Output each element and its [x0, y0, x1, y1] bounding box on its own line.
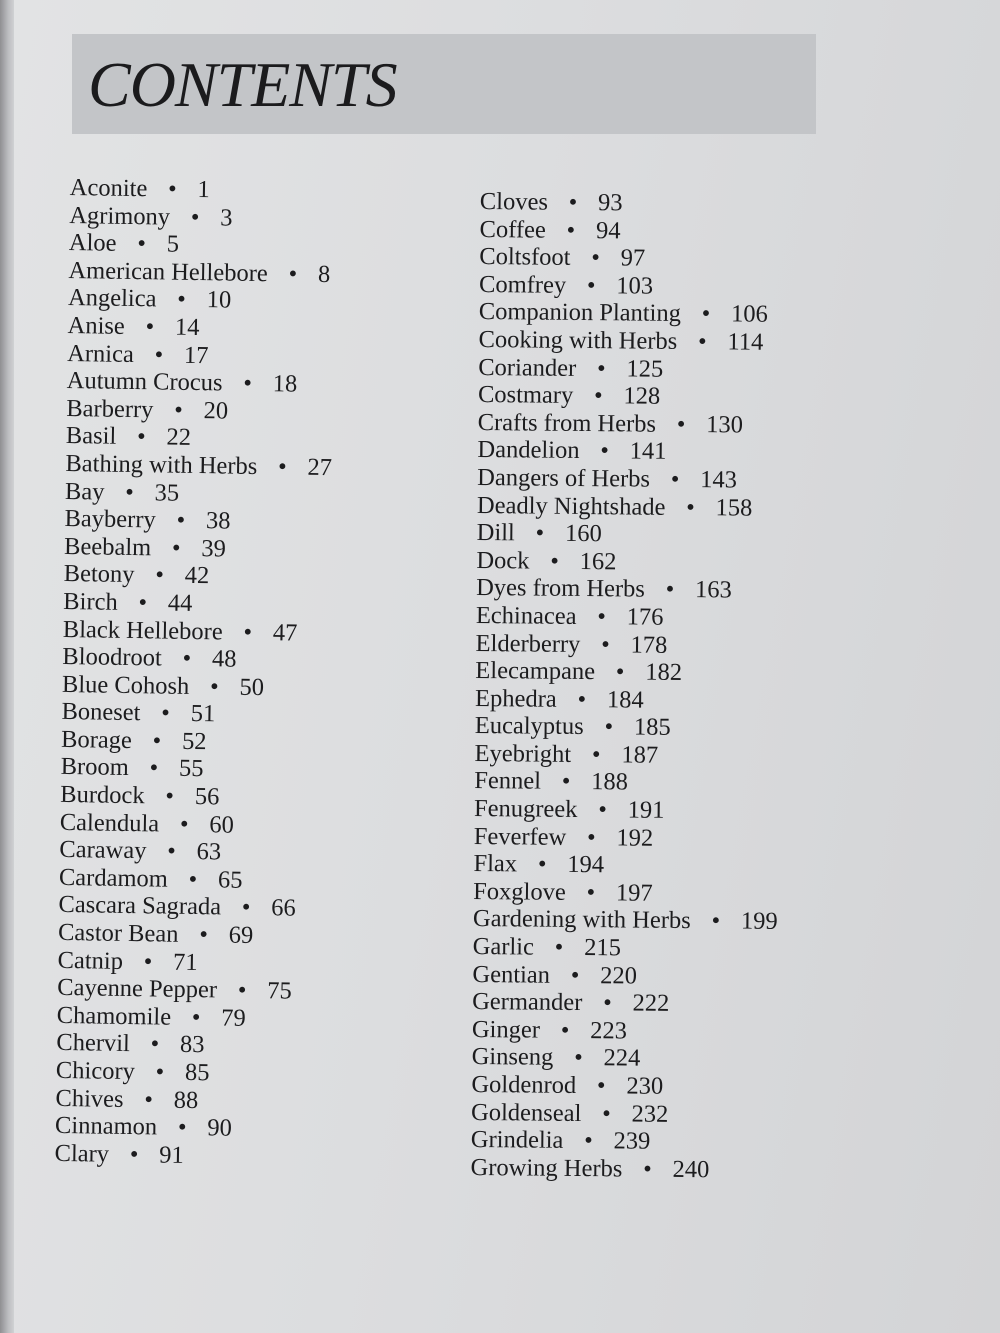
entry-page-number: 39	[201, 534, 227, 563]
contents-entry	[472, 988, 777, 1019]
bullet-separator: •	[561, 768, 571, 796]
bullet-separator: •	[241, 894, 251, 922]
entry-page-number: 27	[307, 453, 333, 482]
entry-title: Angelica	[67, 284, 157, 313]
entry-page-number: 60	[209, 810, 235, 839]
bullet-separator: •	[570, 961, 580, 989]
entry-page-number: 88	[173, 1086, 199, 1114]
contents-entry	[473, 905, 778, 936]
entry-page-number: 130	[706, 410, 744, 439]
bullet-separator: •	[574, 1044, 583, 1072]
book-gutter	[0, 0, 14, 1333]
bullet-separator: •	[596, 1072, 606, 1100]
entry-title: Dock	[476, 546, 530, 575]
entry-title: Autumn Crocus	[66, 367, 223, 397]
entry-title: Betony	[63, 560, 135, 589]
bullet-separator: •	[237, 976, 247, 1005]
entry-title: Blue Cohosh	[61, 670, 190, 700]
contents-entry	[59, 836, 326, 868]
bullet-separator: •	[144, 1085, 154, 1114]
entry-page-number: 20	[203, 396, 229, 425]
entry-title: Aconite	[69, 174, 148, 203]
contents-entry	[59, 864, 326, 896]
entry-title: Foxglove	[473, 877, 566, 906]
contents-entry	[477, 519, 782, 550]
entry-title: Eyebright	[474, 739, 572, 768]
contents-entry	[67, 367, 334, 399]
entry-page-number: 85	[184, 1058, 210, 1087]
contents-entry	[61, 726, 328, 758]
bullet-separator: •	[152, 727, 162, 755]
bullet-separator: •	[125, 478, 135, 506]
bullet-separator: •	[596, 354, 606, 382]
entry-title: Gentian	[472, 960, 551, 989]
entry-page-number: 114	[727, 328, 764, 356]
contents-entry	[62, 643, 329, 675]
entry-title: Coffee	[479, 215, 546, 244]
bullet-separator: •	[161, 699, 171, 727]
contents-column-left	[54, 174, 336, 1171]
entry-title: Cascara Sagrada	[58, 891, 222, 921]
entry-title: Bathing with Herbs	[65, 449, 258, 480]
contents-entry	[471, 1071, 776, 1102]
contents-entry	[473, 878, 778, 909]
bullet-separator: •	[176, 506, 186, 534]
bullet-separator: •	[137, 230, 147, 258]
entry-page-number: 51	[190, 700, 216, 728]
bullet-separator: •	[138, 589, 148, 617]
entry-title: Flax	[473, 850, 518, 878]
entry-page-number: 14	[174, 313, 200, 342]
entry-title: Eucalyptus	[474, 712, 584, 741]
entry-page-number: 232	[631, 1100, 669, 1128]
entry-title: Goldenseal	[470, 1098, 582, 1127]
bullet-separator: •	[177, 1114, 187, 1142]
entry-page-number: 71	[172, 948, 198, 976]
entry-page-number: 66	[271, 894, 296, 923]
entry-page-number: 79	[221, 1004, 247, 1032]
contents-entry	[62, 671, 329, 703]
bullet-separator: •	[199, 921, 209, 949]
bullet-separator: •	[598, 796, 607, 824]
entry-page-number: 141	[629, 437, 667, 466]
contents-entry	[479, 216, 784, 247]
entry-page-number: 103	[616, 272, 654, 300]
contents-entry	[470, 1154, 775, 1185]
entry-page-number: 93	[598, 189, 623, 217]
contents-entry	[63, 588, 330, 620]
entry-page-number: 162	[579, 547, 617, 576]
contents-entry	[63, 615, 330, 647]
bullet-separator: •	[171, 534, 181, 562]
bullet-separator: •	[535, 519, 545, 547]
entry-page-number: 38	[205, 507, 231, 535]
entry-page-number: 191	[627, 796, 665, 824]
entry-title: Black Hellebore	[62, 615, 223, 645]
entry-page-number: 188	[591, 768, 629, 796]
contents-entry	[69, 229, 336, 261]
entry-title: Companion Planting	[478, 298, 682, 328]
bullet-separator: •	[136, 423, 146, 451]
entry-page-number: 178	[630, 630, 668, 659]
bullet-separator: •	[209, 672, 219, 701]
entry-title: Cinnamon	[54, 1112, 158, 1141]
entry-page-number: 199	[740, 907, 778, 936]
entry-page-number: 222	[632, 989, 670, 1018]
contents-entry	[65, 477, 332, 509]
contents-entry	[475, 629, 780, 660]
bullet-separator: •	[665, 576, 675, 604]
entry-page-number: 52	[181, 727, 207, 756]
entry-page-number: 184	[606, 685, 644, 714]
entry-title: Bayberry	[64, 505, 156, 534]
contents-entry	[70, 174, 337, 206]
bullet-separator: •	[155, 1058, 165, 1086]
contents-entry	[476, 547, 781, 578]
bullet-separator: •	[177, 286, 187, 314]
contents-entry	[478, 381, 783, 412]
bullet-separator: •	[711, 907, 721, 935]
entry-title: Growing Herbs	[470, 1153, 623, 1183]
bullet-separator: •	[550, 547, 560, 575]
entry-title: Fenugreek	[473, 795, 578, 824]
contents-entry	[56, 1057, 323, 1089]
entry-page-number: 192	[616, 823, 654, 852]
entry-title: Comfrey	[478, 270, 567, 299]
entry-page-number: 56	[194, 783, 220, 811]
entry-page-number: 50	[239, 673, 265, 701]
contents-entry	[57, 947, 324, 979]
entry-page-number: 55	[178, 755, 204, 783]
entry-page-number: 182	[645, 658, 683, 687]
entry-title: Dill	[476, 519, 515, 547]
entry-page-number: 143	[700, 466, 738, 494]
contents-entry	[477, 436, 782, 467]
entry-title: Cooking with Herbs	[478, 325, 678, 355]
entry-page-number: 239	[613, 1127, 651, 1155]
entry-title: Echinacea	[475, 601, 577, 630]
contents-entry	[69, 202, 336, 234]
page-title: CONTENTS	[88, 49, 397, 120]
bullet-separator: •	[676, 410, 686, 438]
entry-title: Basil	[65, 422, 117, 451]
bullet-separator: •	[601, 630, 610, 658]
bullet-separator: •	[288, 260, 298, 288]
contents-entry	[68, 284, 335, 316]
entry-title: Agrimony	[69, 201, 171, 231]
bullet-separator: •	[591, 244, 601, 272]
entry-title: Germander	[472, 988, 583, 1017]
contents-entry	[473, 850, 778, 881]
bullet-separator: •	[593, 382, 603, 410]
entry-page-number: 69	[228, 921, 254, 950]
bullet-separator: •	[670, 465, 680, 493]
entry-title: Borage	[60, 725, 133, 754]
entry-title: Costmary	[477, 381, 574, 410]
entry-title: Grindelia	[470, 1126, 564, 1155]
contents-entry	[475, 685, 780, 716]
entry-page-number: 5	[166, 230, 180, 258]
entry-title: Feverfew	[473, 822, 567, 851]
contents-entry	[60, 809, 327, 841]
bullet-separator: •	[143, 947, 153, 976]
contents-entry	[56, 1029, 323, 1061]
bullet-separator: •	[586, 271, 596, 299]
bullet-separator: •	[165, 782, 175, 810]
entry-title: Bay	[64, 477, 105, 506]
bullet-separator: •	[150, 1030, 160, 1058]
contents-entry	[60, 753, 327, 785]
entry-page-number: 240	[672, 1155, 710, 1184]
entry-page-number: 230	[626, 1072, 664, 1100]
contents-entry	[57, 974, 324, 1006]
bullet-separator: •	[277, 453, 287, 481]
entry-title: Deadly Nightshade	[476, 491, 666, 521]
bullet-separator: •	[602, 1099, 611, 1127]
contents-entry	[478, 354, 783, 385]
contents-entry	[471, 1099, 776, 1130]
entry-title: Chives	[55, 1084, 124, 1113]
bullet-separator: •	[129, 1140, 139, 1168]
entry-page-number: 63	[196, 838, 222, 866]
entry-page-number: 83	[179, 1031, 205, 1059]
entry-page-number: 75	[267, 977, 292, 1005]
entry-page-number: 163	[694, 576, 732, 604]
contents-entry	[476, 574, 781, 605]
entry-page-number: 18	[272, 370, 298, 398]
bullet-separator: •	[577, 685, 587, 713]
contents-entry	[475, 657, 780, 688]
bullet-separator: •	[591, 740, 601, 769]
entry-page-number: 223	[590, 1016, 628, 1045]
bullet-separator: •	[537, 850, 547, 878]
entry-title: Burdock	[60, 780, 145, 810]
entry-page-number: 160	[564, 519, 602, 548]
contents-entry	[476, 602, 781, 633]
contents-entry	[58, 919, 325, 951]
entry-title: Chervil	[56, 1029, 131, 1058]
contents-entry	[474, 740, 779, 771]
entry-title: Chamomile	[56, 1001, 172, 1031]
entry-page-number: 3	[220, 203, 233, 232]
contents-entry	[472, 1043, 777, 1074]
entry-page-number: 48	[211, 645, 237, 673]
entry-title: Chicory	[55, 1056, 136, 1086]
contents-entry	[66, 422, 333, 454]
bullet-separator: •	[584, 1127, 593, 1155]
entry-title: Castor Bean	[57, 918, 179, 948]
entry-page-number: 94	[595, 216, 621, 244]
bullet-separator: •	[243, 618, 253, 646]
entry-page-number: 65	[217, 866, 243, 894]
entry-page-number: 158	[715, 493, 753, 522]
entry-title: Aloe	[68, 229, 117, 257]
entry-page-number: 224	[603, 1044, 641, 1072]
bullet-separator: •	[182, 644, 192, 673]
entry-page-number: 185	[633, 713, 671, 742]
bullet-separator: •	[179, 810, 189, 838]
entry-title: Birch	[63, 587, 118, 616]
contents-entry	[475, 712, 780, 743]
contents-entry	[60, 781, 327, 813]
contents-entry	[474, 767, 779, 798]
contents-entry	[58, 891, 325, 923]
bullet-separator: •	[686, 493, 695, 521]
entry-page-number: 35	[154, 478, 180, 507]
contents-entry	[473, 933, 778, 964]
entry-page-number: 42	[184, 562, 210, 590]
bullet-separator: •	[643, 1155, 652, 1183]
contents-entry	[472, 961, 777, 992]
contents-entry	[67, 340, 334, 372]
entry-page-number: 176	[626, 603, 664, 631]
entry-page-number: 44	[167, 589, 193, 617]
bullet-separator: •	[586, 823, 596, 851]
contents-entry	[68, 257, 335, 289]
entry-title: Coltsfoot	[479, 243, 571, 272]
contents-entry	[474, 795, 779, 826]
bullet-separator: •	[149, 754, 159, 782]
entry-page-number: 106	[730, 300, 769, 329]
bullet-separator: •	[586, 878, 596, 906]
contents-entry	[472, 1016, 777, 1047]
entry-page-number: 8	[317, 260, 331, 288]
entry-title: Elecampane	[475, 657, 596, 686]
contents-entry	[477, 492, 782, 523]
contents-entry	[61, 698, 328, 730]
entry-title: Anise	[67, 311, 125, 340]
entry-title: Ginseng	[471, 1043, 554, 1072]
contents-entry	[480, 188, 785, 219]
entry-title: Elderberry	[475, 629, 581, 658]
bullet-separator: •	[188, 865, 198, 893]
contents-entry	[471, 1126, 776, 1157]
bullet-separator: •	[600, 437, 610, 465]
entry-page-number: 194	[567, 851, 605, 879]
entry-title: American Hellebore	[68, 256, 268, 287]
entry-title: Arnica	[66, 339, 135, 368]
entry-page-number: 17	[183, 341, 209, 369]
contents-entry	[479, 271, 784, 302]
bullet-separator: •	[155, 561, 165, 589]
contents-entry	[55, 1112, 322, 1144]
contents-entry	[64, 533, 331, 565]
entry-title: Crafts from Herbs	[477, 408, 657, 438]
contents-entry	[63, 560, 330, 592]
entry-title: Fennel	[474, 767, 542, 796]
contents-entry	[474, 823, 779, 854]
entry-title: Clary	[54, 1139, 110, 1168]
bullet-separator: •	[190, 203, 200, 231]
bullet-separator: •	[167, 175, 177, 203]
entry-title: Ephedra	[474, 684, 557, 713]
entry-title: Catnip	[57, 946, 124, 975]
entry-title: Dangers of Herbs	[477, 463, 651, 493]
contents-entry	[66, 395, 333, 427]
contents-entry	[478, 409, 783, 440]
entry-title: Dandelion	[477, 436, 580, 465]
entry-page-number: 215	[584, 934, 622, 962]
entry-page-number: 10	[206, 286, 232, 314]
contents-entry	[479, 298, 784, 329]
entry-page-number: 22	[166, 423, 192, 452]
entry-title: Coriander	[478, 353, 577, 382]
entry-title: Cayenne Pepper	[57, 974, 218, 1004]
contents-entry	[479, 243, 784, 274]
entry-title: Cardamom	[58, 863, 169, 893]
bullet-separator: •	[597, 603, 607, 631]
contents-entry	[64, 505, 331, 537]
contents-entry	[54, 1140, 321, 1172]
contents-entry	[477, 464, 782, 495]
entry-title: Goldenrod	[471, 1070, 577, 1099]
entry-title: Cloves	[479, 188, 549, 216]
entry-title: Bloodroot	[62, 643, 162, 672]
entry-title: Beebalm	[63, 532, 152, 562]
bullet-separator: •	[568, 188, 578, 216]
bullet-separator: •	[701, 300, 711, 328]
bullet-separator: •	[173, 396, 183, 424]
bullet-separator: •	[243, 369, 253, 398]
entry-title: Boneset	[61, 698, 141, 727]
bullet-separator: •	[145, 313, 155, 341]
entry-page-number: 220	[600, 961, 638, 990]
entry-page-number: 128	[623, 382, 661, 410]
bullet-separator: •	[154, 340, 164, 369]
bullet-separator: •	[554, 933, 564, 961]
entry-page-number: 125	[626, 354, 664, 383]
entry-page-number: 197	[615, 879, 653, 907]
entry-title: Calendula	[59, 808, 160, 838]
entry-page-number: 1	[197, 176, 210, 204]
bullet-separator: •	[191, 1003, 201, 1031]
entry-title: Gardening with Herbs	[472, 905, 691, 935]
entry-title: Barberry	[66, 394, 154, 424]
bullet-separator: •	[566, 216, 576, 244]
bullet-separator: •	[603, 989, 612, 1017]
contents-entry	[478, 326, 783, 357]
contents-column-right	[470, 188, 784, 1184]
entry-page-number: 47	[272, 618, 298, 647]
contents-entry	[67, 312, 334, 344]
contents-entry	[55, 1084, 322, 1116]
contents-entry	[65, 450, 332, 482]
entry-page-number: 97	[620, 244, 646, 272]
entry-title: Ginger	[471, 1015, 541, 1044]
entry-page-number: 91	[159, 1141, 184, 1169]
entry-title: Caraway	[59, 836, 147, 865]
entry-title: Garlic	[472, 932, 535, 961]
contents-entry	[57, 1002, 324, 1034]
bullet-separator: •	[604, 713, 614, 741]
bullet-separator: •	[697, 328, 707, 356]
entry-title: Broom	[60, 753, 129, 782]
entry-page-number: 90	[207, 1114, 233, 1142]
bullet-separator: •	[167, 837, 177, 865]
entry-title: Dyes from Herbs	[476, 574, 646, 603]
bullet-separator: •	[615, 658, 625, 686]
bullet-separator: •	[560, 1016, 570, 1044]
entry-page-number: 187	[621, 741, 659, 769]
